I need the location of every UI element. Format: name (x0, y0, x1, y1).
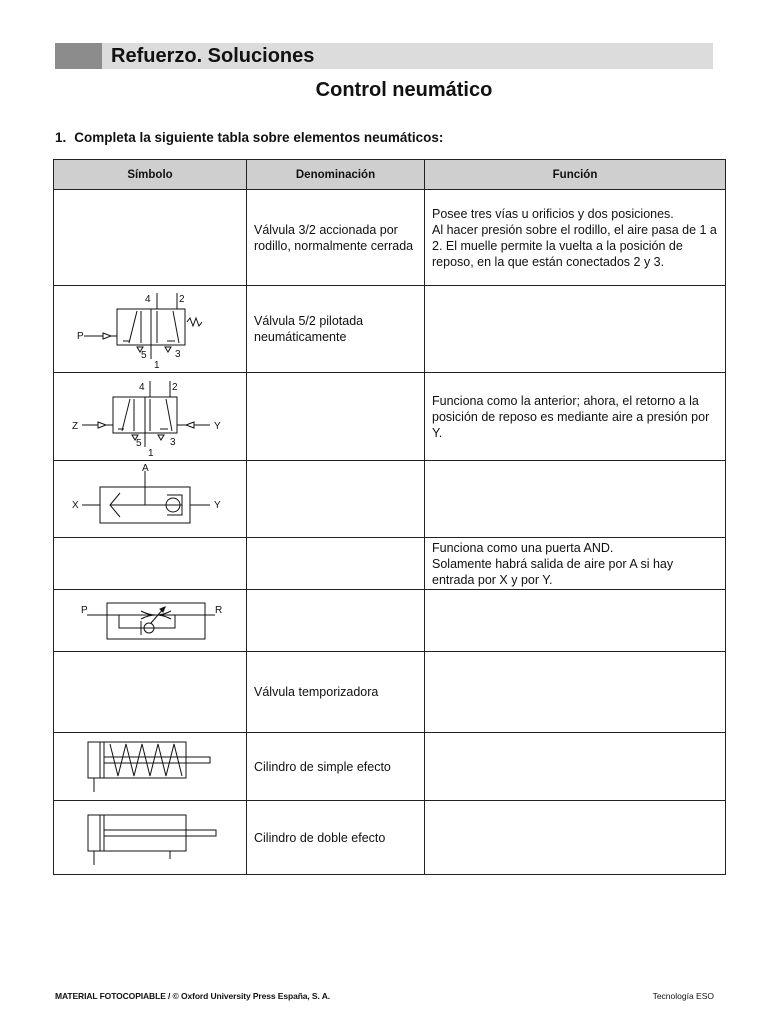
symbol-cell (54, 461, 247, 538)
page-title: Control neumático (315, 79, 493, 101)
denominacion-cell: Cilindro de simple efecto (247, 733, 425, 801)
funcion-cell (425, 373, 726, 461)
denominacion-cell: Válvula 3/2 accionada por rodillo, normalmente cerrada (247, 190, 425, 286)
symbol-cell-empty (54, 190, 247, 286)
denominacion-cell: Válvula temporizadora (247, 652, 425, 733)
port-label: P (77, 331, 84, 342)
port-label: 1 (154, 360, 160, 369)
table-row (54, 538, 726, 590)
symbol-cell (54, 733, 247, 801)
funcion-cell-empty (425, 652, 726, 733)
port-label: 3 (170, 436, 176, 448)
denominacion-cell-empty (247, 461, 425, 538)
double-acting-cylinder-icon (70, 805, 230, 871)
symbol-cell-empty (54, 538, 247, 590)
port-label: Y (214, 420, 221, 432)
funcion-line: Funciona como la anterior; ahora, el retorno a la posición de reposo es mediante aire a presión por Y. (432, 393, 710, 440)
port-label: 2 (179, 294, 185, 305)
table-row (54, 652, 726, 733)
table-row (54, 286, 726, 373)
funcion-line: Al hacer presión sobre el rodillo, el aire pasa de 1 a 2. El muelle permite la vuelta a la posición de reposo, en la que están conectados 2 y 3. (432, 222, 717, 269)
funcion-cell (425, 538, 726, 590)
section-header (55, 43, 713, 69)
port-label: P (81, 604, 88, 616)
port-label: Z (72, 420, 79, 432)
table-row (54, 801, 726, 875)
header-accent-block (55, 43, 102, 69)
funcion-cell-empty (425, 801, 726, 875)
funcion-line: Solamente habrá salida de aire por A si hay entrada por X y por Y. (432, 556, 674, 587)
table-row (54, 190, 726, 286)
denominacion-cell: Válvula 5/2 pilotada neumáticamente (247, 286, 425, 373)
symbol-cell (54, 801, 247, 875)
funcion-cell-empty (425, 733, 726, 801)
footer-subject: Tecnología ESO (652, 991, 714, 1001)
table-row (54, 461, 726, 538)
funcion-cell-empty (425, 590, 726, 652)
symbol-cell (54, 286, 247, 373)
column-header-simbolo: Símbolo (54, 160, 247, 190)
column-header-denominacion: Denominación (247, 160, 425, 190)
table-row (54, 373, 726, 461)
flow-regulator-icon (75, 595, 225, 647)
port-label: 4 (145, 294, 151, 305)
port-label: 2 (172, 381, 178, 393)
denominacion-cell-empty (247, 373, 425, 461)
funcion-line: Funciona como una puerta AND. (432, 540, 614, 555)
port-label: 3 (175, 349, 181, 360)
valve-5-2-double-pilot-icon (70, 377, 230, 457)
funcion-cell (425, 190, 726, 286)
port-label: A (142, 463, 149, 474)
funcion-line: Posee tres vías u orificios y dos posiciones. (432, 206, 674, 221)
port-label: Y (214, 500, 221, 511)
pneumatic-elements-table (53, 159, 726, 875)
shuttle-valve-icon (70, 463, 230, 535)
port-label: 5 (141, 350, 147, 361)
symbol-cell (54, 590, 247, 652)
port-label: X (72, 500, 79, 511)
port-label: 4 (139, 381, 145, 393)
funcion-cell-empty (425, 461, 726, 538)
port-label: 5 (136, 437, 142, 449)
symbol-cell (54, 373, 247, 461)
section-title: Refuerzo. Soluciones (111, 45, 315, 67)
valve-5-2-pilot-spring-icon (75, 289, 225, 369)
question-1 (55, 130, 443, 145)
question-text: Completa la siguiente tabla sobre elementos neumáticos: (74, 130, 444, 145)
port-label: R (215, 604, 223, 616)
denominacion-cell: Cilindro de doble efecto (247, 801, 425, 875)
question-number: 1. (55, 130, 67, 145)
table-header-row (54, 160, 726, 190)
symbol-cell-empty (54, 652, 247, 733)
table-row (54, 590, 726, 652)
funcion-cell-empty (425, 286, 726, 373)
port-label: 1 (148, 447, 154, 457)
single-acting-cylinder-icon (70, 736, 230, 798)
table-row (54, 733, 726, 801)
column-header-funcion: Función (425, 160, 726, 190)
denominacion-cell-empty (247, 538, 425, 590)
footer-copyright: MATERIAL FOTOCOPIABLE / © Oxford University Press España, S. A. (55, 991, 331, 1001)
denominacion-cell-empty (247, 590, 425, 652)
